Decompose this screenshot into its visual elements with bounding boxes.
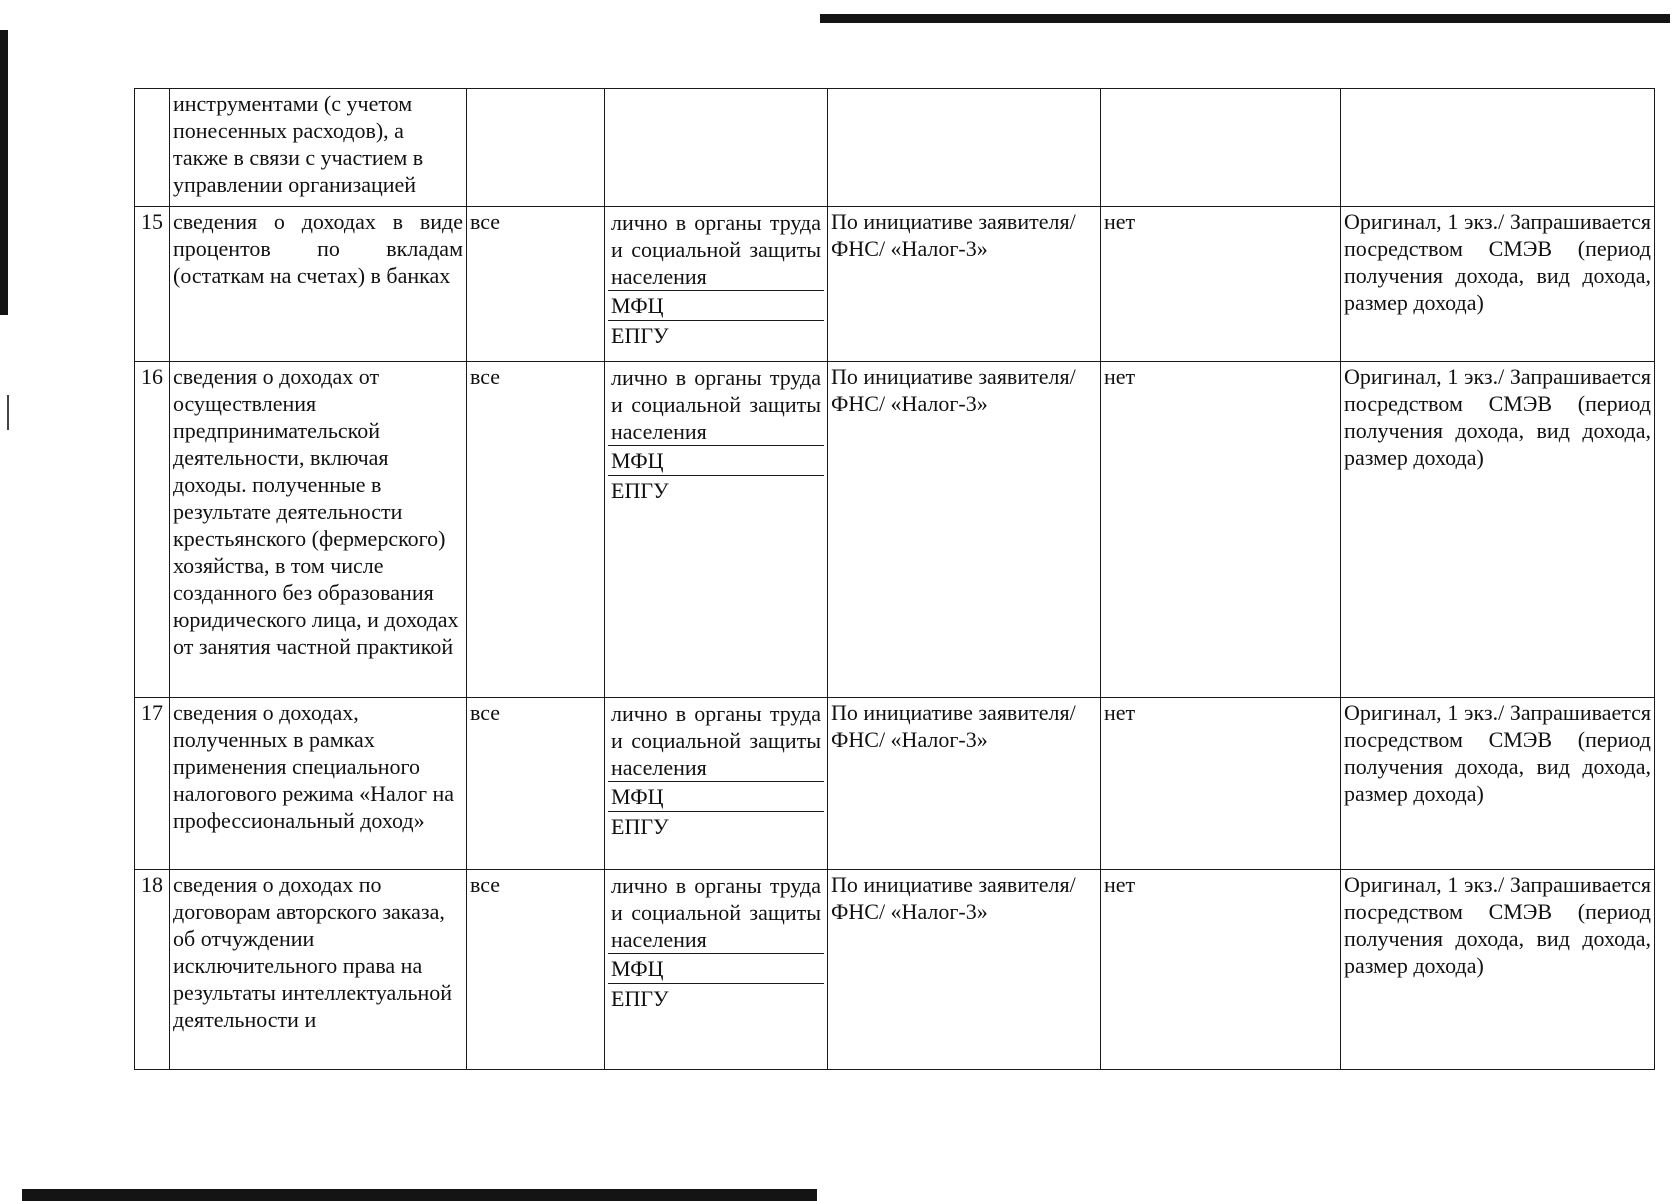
requirement-cell: Оригинал, 1 экз./ Запрашивается посредством СМЭВ (период получения дохода, вид дохода, размер дохода) <box>1341 698 1655 870</box>
flag-cell: нет <box>1101 870 1341 1070</box>
document-name-cell: сведения о доходах от осуществления предпринимательской деятельности, включая доходы. полученные в результате деятельности крестьянского (фермерского) хозяйства, в том числе созданного без образования юридического лица, и доходах от занятия частной практикой <box>170 362 467 698</box>
submission-channel: лично в органы труда и социальной защиты населения <box>611 701 821 780</box>
channels-cell <box>605 698 828 870</box>
scan-edge-left <box>0 30 8 315</box>
row-number-cell: 17 <box>135 698 170 870</box>
channels-cell <box>605 870 828 1070</box>
channels-cell <box>605 362 828 698</box>
document-name-cell: сведения о доходах, полученных в рамках применения специального налогового режима «Налог на профессиональный доход» <box>170 698 467 870</box>
submission-channel: лично в органы труда и социальной защиты населения <box>611 365 821 444</box>
requirement-cell: Оригинал, 1 экз./ Запрашивается посредством СМЭВ (период получения дохода, вид дохода, размер дохода) <box>1341 207 1655 362</box>
basis-cell: По инициативе заявителя/ ФНС/ «Налог-3» <box>828 870 1101 1070</box>
scan-edge-bottom <box>22 1189 817 1201</box>
submission-channel: МФЦ <box>608 781 824 811</box>
document-name-cell: инструментами (с учетом понесенных расходов), а также в связи с участием в управлении организацией <box>170 89 467 207</box>
row-number-cell: 15 <box>135 207 170 362</box>
table-row <box>135 870 1655 1070</box>
submission-channel: лично в органы труда и социальной защиты населения <box>611 210 821 289</box>
table-row <box>135 698 1655 870</box>
scan-edge-top <box>820 14 1670 23</box>
row-number-cell: 18 <box>135 870 170 1070</box>
applicants-cell <box>467 89 605 207</box>
channels-cell <box>605 89 828 207</box>
table-row <box>135 207 1655 362</box>
documents-table <box>134 88 1655 1070</box>
requirement-cell: Оригинал, 1 экз./ Запрашивается посредством СМЭВ (период получения дохода, вид дохода, размер дохода) <box>1341 362 1655 698</box>
document-name-cell: сведения о доходах по договорам авторского заказа, об отчуждении исключительного права на результаты интеллектуальной деятельности и <box>170 870 467 1070</box>
requirement-cell <box>1341 89 1655 207</box>
submission-channel: МФЦ <box>608 290 824 320</box>
flag-cell: нет <box>1101 698 1341 870</box>
applicants-cell: все <box>467 698 605 870</box>
applicants-cell: все <box>467 870 605 1070</box>
submission-channel: МФЦ <box>608 445 824 475</box>
row-number-cell: 16 <box>135 362 170 698</box>
basis-cell: По инициативе заявителя/ ФНС/ «Налог-3» <box>828 698 1101 870</box>
table-row-continuation <box>135 89 1655 207</box>
channels-cell <box>605 207 828 362</box>
basis-cell <box>828 89 1101 207</box>
row-number-cell <box>135 89 170 207</box>
flag-cell: нет <box>1101 207 1341 362</box>
submission-channel: ЕПГУ <box>608 811 824 841</box>
basis-cell: По инициативе заявителя/ ФНС/ «Налог-3» <box>828 207 1101 362</box>
scan-mark-left <box>7 395 9 430</box>
applicants-cell: все <box>467 362 605 698</box>
submission-channel: ЕПГУ <box>608 983 824 1013</box>
submission-channel: ЕПГУ <box>608 320 824 350</box>
applicants-cell: все <box>467 207 605 362</box>
basis-cell: По инициативе заявителя/ ФНС/ «Налог-3» <box>828 362 1101 698</box>
flag-cell: нет <box>1101 362 1341 698</box>
requirement-cell: Оригинал, 1 экз./ Запрашивается посредством СМЭВ (период получения дохода, вид дохода, размер дохода) <box>1341 870 1655 1070</box>
table-row <box>135 362 1655 698</box>
submission-channel: лично в органы труда и социальной защиты населения <box>611 873 821 952</box>
submission-channel: ЕПГУ <box>608 475 824 505</box>
flag-cell <box>1101 89 1341 207</box>
document-name-cell: сведения о доходах в виде процентов по вкладам (остаткам на счетах) в банках <box>170 207 467 362</box>
submission-channel: МФЦ <box>608 953 824 983</box>
